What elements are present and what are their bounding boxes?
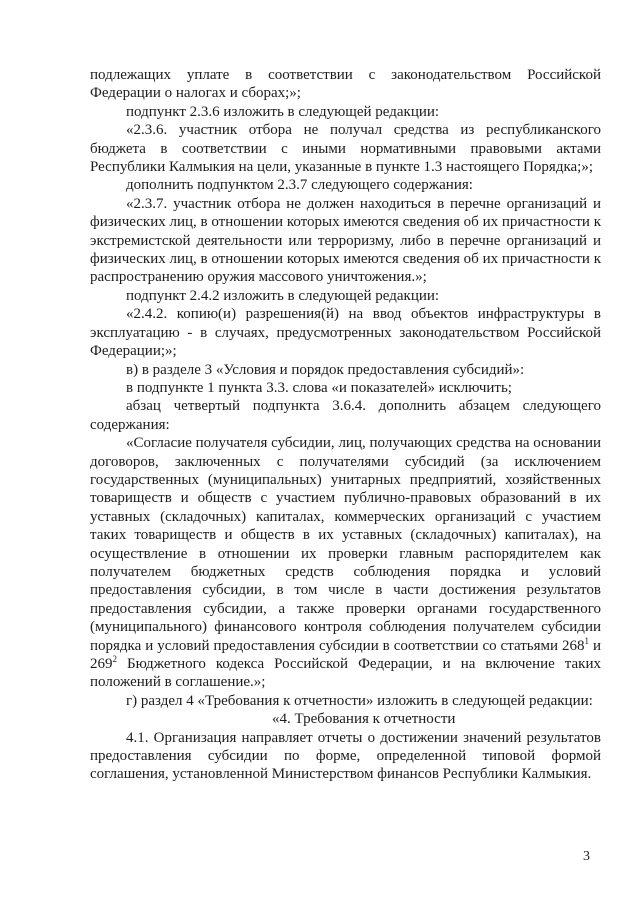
paragraph: дополнить подпунктом 2.3.7 следующего содержания:	[126, 177, 473, 194]
document-body	[90, 66, 601, 784]
paragraph: 4.1. Организация направляет отчеты о достижении значений результатов предоставления субсидии по форме, определенной типовой формой соглашения, установленной Министерством финансов Республики Калмыкия.	[90, 729, 601, 783]
paragraph: в) в разделе 3 «Условия и порядок предоставления субсидий»:	[126, 361, 525, 378]
consent-paragraph	[90, 434, 601, 692]
paragraph: подпункт 2.4.2 изложить в следующей редакции:	[126, 287, 440, 304]
article-superscript: 2	[112, 654, 117, 664]
article-superscript: 1	[584, 635, 590, 646]
paragraph: в подпункте 1 пункта 3.3. слова «и показателей» исключить;	[126, 379, 512, 396]
consent-text-middle: и 269	[90, 637, 602, 672]
paragraph: подлежащих уплате в соответствии с законодательством Российской Федерации о налогах и сборах;»;	[90, 67, 601, 102]
paragraph: «2.3.6. участник отбора не получал средства из республиканского бюджета в соответствии с иными нормативными правовыми актами Республики Калмыкия на цели, указанные в пункте 1.3 настоящего Порядка;»;	[90, 122, 601, 176]
consent-text: «Согласие получателя субсидии, лиц, получающих средства на основании договоров, заключенных с получателями субсидий (за исключением государственных (муниципальных) унитарных предприятий, хозяйственных товариществ и обществ с участием публично-правовых образований в их уставных (складочных) капиталах, коммерческих организаций с участием таких товариществ и обществ в их уставных (складочных) капиталах), на осуществление в отношении их проверки главным распорядителем как получателем бюджетных средств соблюдения порядка и условий предоставления субсидии, в том числе в части достижения результатов предоставления субсидии, а также проверки органами государственного (муниципального) финансового контроля соблюдения получателем субсидии порядка и условий предоставления субсидии в соответствии со статьями 268	[90, 435, 601, 654]
paragraph: абзац четвертый подпункта 3.6.4. дополнить абзацем следующего содержания:	[90, 398, 601, 433]
paragraph: «2.3.7. участник отбора не должен находиться в перечне организаций и физических лиц, в отношении которых имеются сведения об их причастности к экстремистской деятельности или терроризму, либо в перечне организаций и физических лиц, в отношении которых имеются сведения об их причастности к распространению оружия массового уничтожения.»;	[90, 195, 601, 286]
section-heading: «4. Требования к отчетности	[272, 711, 456, 728]
page-number: 3	[583, 849, 590, 864]
paragraph: «2.4.2. копию(и) разрешения(й) на ввод объектов инфраструктуры в эксплуатацию - в случаях, предусмотренных законодательством Российской Федерации;»;	[90, 306, 601, 360]
paragraph: подпункт 2.3.6 изложить в следующей редакции:	[126, 103, 440, 120]
paragraph: г) раздел 4 «Требования к отчетности» изложить в следующей редакции:	[126, 692, 593, 709]
consent-text-end: Бюджетного кодекса Российской Федерации, и на включение таких положений в соглашение.»;	[90, 656, 601, 691]
